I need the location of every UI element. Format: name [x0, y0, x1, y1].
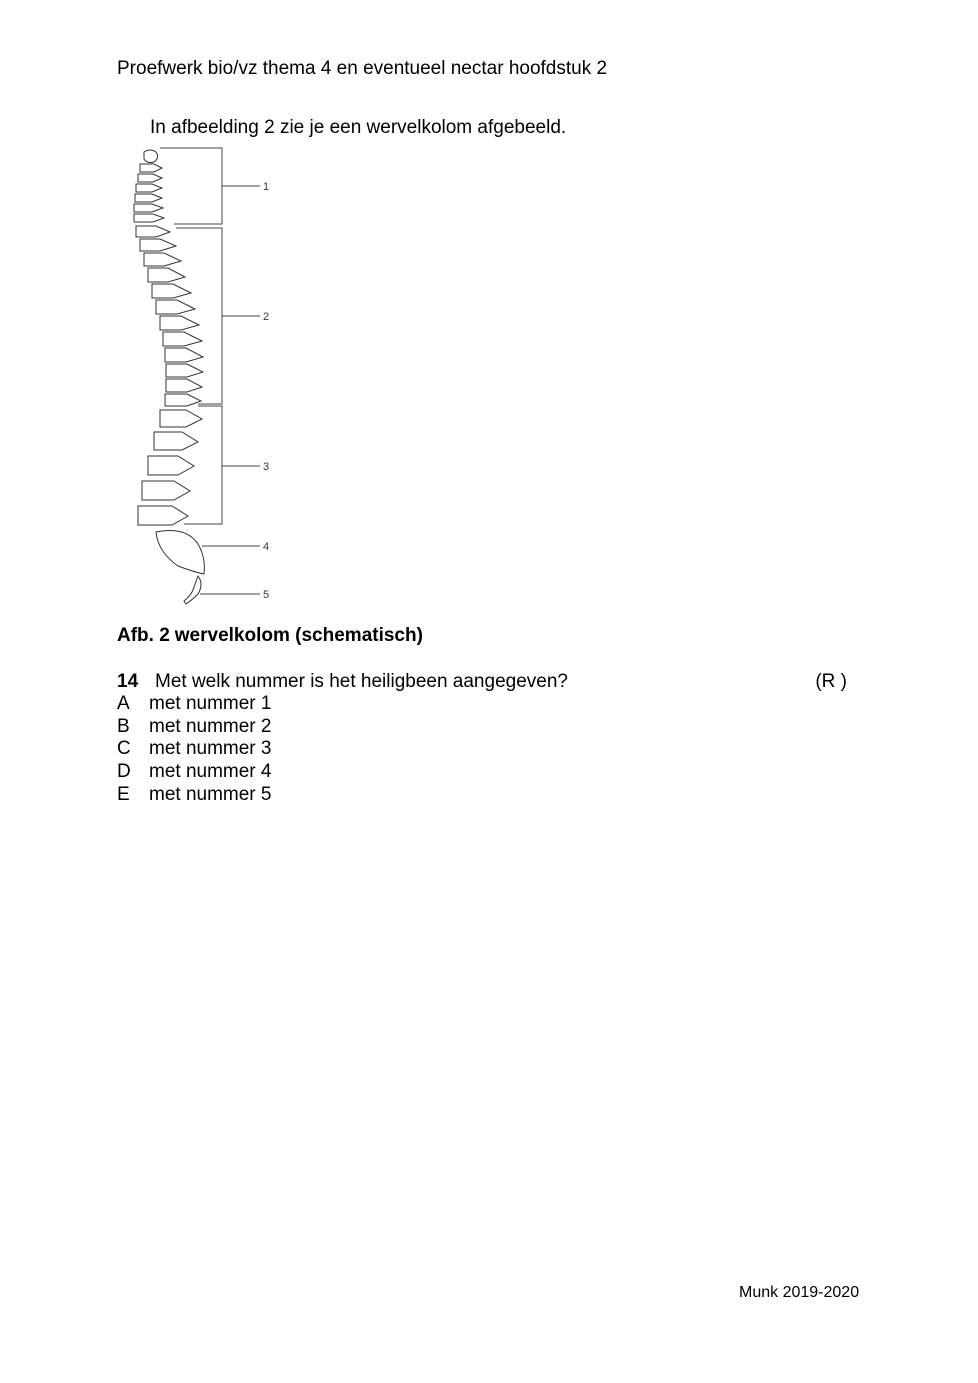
option-text: met nummer 4 — [149, 761, 272, 783]
intro-text: In afbeelding 2 zie je een wervelkolom afgebeeld. — [150, 117, 567, 138]
option-letter: D — [117, 761, 131, 783]
option-b[interactable] — [117, 716, 271, 739]
figure-caption — [117, 625, 423, 647]
option-e[interactable] — [117, 784, 271, 807]
option-text: met nummer 1 — [149, 693, 272, 714]
option-a[interactable] — [117, 693, 271, 716]
question-text: Met welk nummer is het heiligbeen aangegeven? — [155, 671, 568, 692]
figure-caption-label: Afb. 2 — [117, 625, 170, 646]
figure-label-1: 1 — [263, 181, 270, 193]
figure-label-4: 4 — [263, 541, 270, 553]
option-letter: C — [117, 738, 131, 760]
figure-label-3: 3 — [263, 461, 270, 473]
page-footer: Munk 2019-2020 — [739, 1284, 860, 1301]
option-letter: A — [117, 693, 130, 714]
question-points: (R ) — [815, 671, 847, 692]
figure-caption-text: wervelkolom (schematisch) — [174, 625, 423, 646]
question-number: 14 — [117, 671, 139, 692]
answer-options — [117, 693, 271, 807]
option-c[interactable] — [117, 738, 271, 761]
figure-label-2: 2 — [263, 311, 270, 323]
figure-label-5: 5 — [263, 589, 270, 601]
page-header: Proefwerk bio/vz thema 4 en eventueel nectar hoofdstuk 2 — [117, 58, 608, 79]
option-text: met nummer 3 — [149, 738, 272, 760]
option-text: met nummer 5 — [149, 783, 272, 805]
option-letter: E — [117, 783, 130, 805]
spine-figure — [128, 144, 288, 614]
vertebrae — [134, 150, 204, 604]
option-text: met nummer 2 — [149, 715, 272, 737]
option-d[interactable] — [117, 761, 271, 784]
option-letter: B — [117, 715, 130, 737]
question-14 — [117, 671, 847, 693]
